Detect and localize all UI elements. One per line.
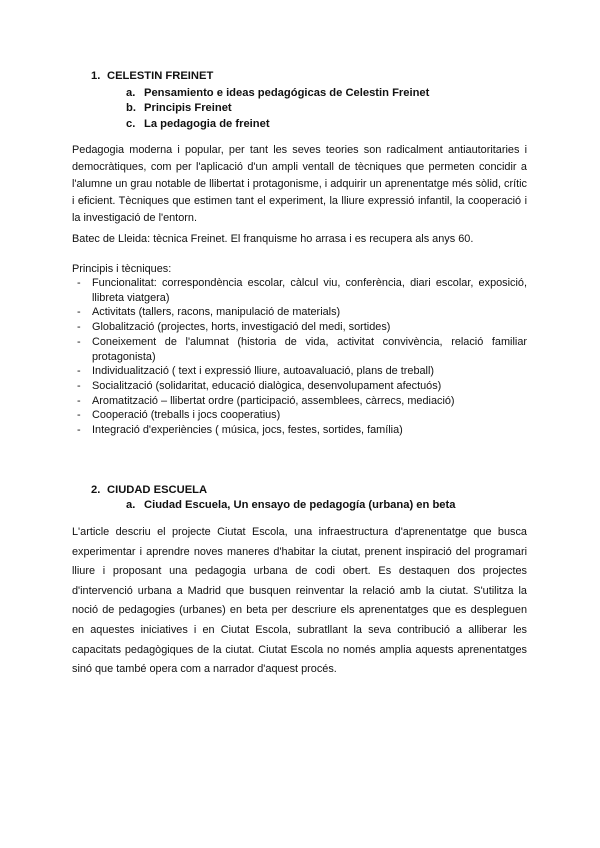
intro-paragraph: Pedagogia moderna i popular, per tant les seves teories son radicalment antiautoritaries i democràtiques, com per l'aplicació d'un ampli ventall de tècniques que permeten concidir a l'alumne un grau notable de llibertat i protagonisme, i adquirir un aprenentatge més sòlid, crític i eficient. Tècniques que estimen tant el experiment, la lliure expressió infantil, la cooperació i la investigació de l'entorn. [72,144,527,224]
list-item [72,408,527,423]
dash-bullet: - [77,335,81,348]
dash-bullet: - [77,306,81,319]
section-title: CIUDAD ESCUELA [107,484,208,496]
section-heading-1 [91,70,213,82]
subheading-letter: a. [126,499,136,511]
batec-line: Batec de Lleida: tècnica Freinet. El franquisme ho arrasa i es recupera als anys 60. [72,233,474,245]
principles-list [72,276,527,438]
subheading-letter: c. [126,118,136,130]
dash-bullet: - [77,365,81,378]
list-item [72,394,527,409]
section-number: 2. [91,484,101,496]
list-item [72,379,527,394]
dash-bullet: - [77,424,81,437]
list-title: Principis i tècniques: [72,263,172,275]
subheading-1c [126,118,270,130]
list-item-text: Socialització (solidaritat, educació dialògica, desenvolupament afectuós) [92,379,442,392]
list-item-text: Aromatització – llibertat ordre (participació, assemblees, càrrecs, mediació) [92,394,455,407]
list-item-text: Integració d'experiències ( música, jocs, festes, sortides, família) [92,424,403,437]
ciudad-escuela-paragraph: L'article descriu el projecte Ciutat Escola, una infraestructura d'aprenentatge que busca experimentar i aprendre noves maneres d'habitar la ciutat, prenent inspiració del programari lliure i proposant una pedagogia urbana de codi obert. Es destaquen dos projectes d'intervenció urbana a Madrid que busquen reinventar la relació amb la ciutat. S'utilitza la noció de pedagogies (urbanes) en beta per descriure els aprenentatges que es despleguen en aquestes iniciatives i en Ciutat Escola, subratllant la seva contribució a alliberar les capacitats pedagògiques de la ciutat. Ciutat Escola no només amplia aquests aprenentatges sinó que també opera com a narrador d'aquest procés. [72,526,527,676]
list-item [72,335,527,364]
list-item-text: Individualització ( text i expressió lliure, autoavaluació, plans de treball) [92,365,435,378]
dash-bullet: - [77,409,81,422]
dash-bullet: - [77,321,81,334]
list-item-text: Cooperació (treballs i jocs cooperatius) [92,409,281,422]
list-item-text: Funcionalitat: correspondència escolar, càlcul viu, conferència, diari escolar, exposició, llibreta viatgera) [92,277,527,304]
list-item [72,364,527,379]
list-item [72,423,527,438]
list-item [72,305,527,320]
subheading-text: La pedagogia de freinet [144,118,270,130]
subheading-2a [126,499,455,511]
subheading-letter: b. [126,102,136,114]
list-item [72,320,527,335]
dash-bullet: - [77,277,81,289]
dash-bullet: - [77,394,81,407]
dash-bullet: - [77,379,81,392]
subheading-letter: a. [126,87,136,99]
subheading-text: Ciudad Escuela, Un ensayo de pedagogía (urbana) en beta [144,499,456,511]
list-item-text: Coneixement de l'alumnat (historia de vida, activitat convivència, relació familiar protagonista) [92,335,527,363]
subheading-text: Pensamiento e ideas pedagógicas de Celestin Freinet [144,87,430,99]
subheading-1b [126,102,232,114]
subheading-text: Principis Freinet [144,102,232,114]
section-heading-2 [91,484,207,496]
subheading-1a [126,87,429,99]
list-item-text: Activitats (tallers, racons, manipulació de materials) [92,306,341,319]
list-item-text: Globalització (projectes, horts, investigació del medi, sortides) [92,321,391,334]
list-item [72,276,527,305]
section-number: 1. [91,70,101,82]
section-title: CELESTIN FREINET [107,70,214,82]
